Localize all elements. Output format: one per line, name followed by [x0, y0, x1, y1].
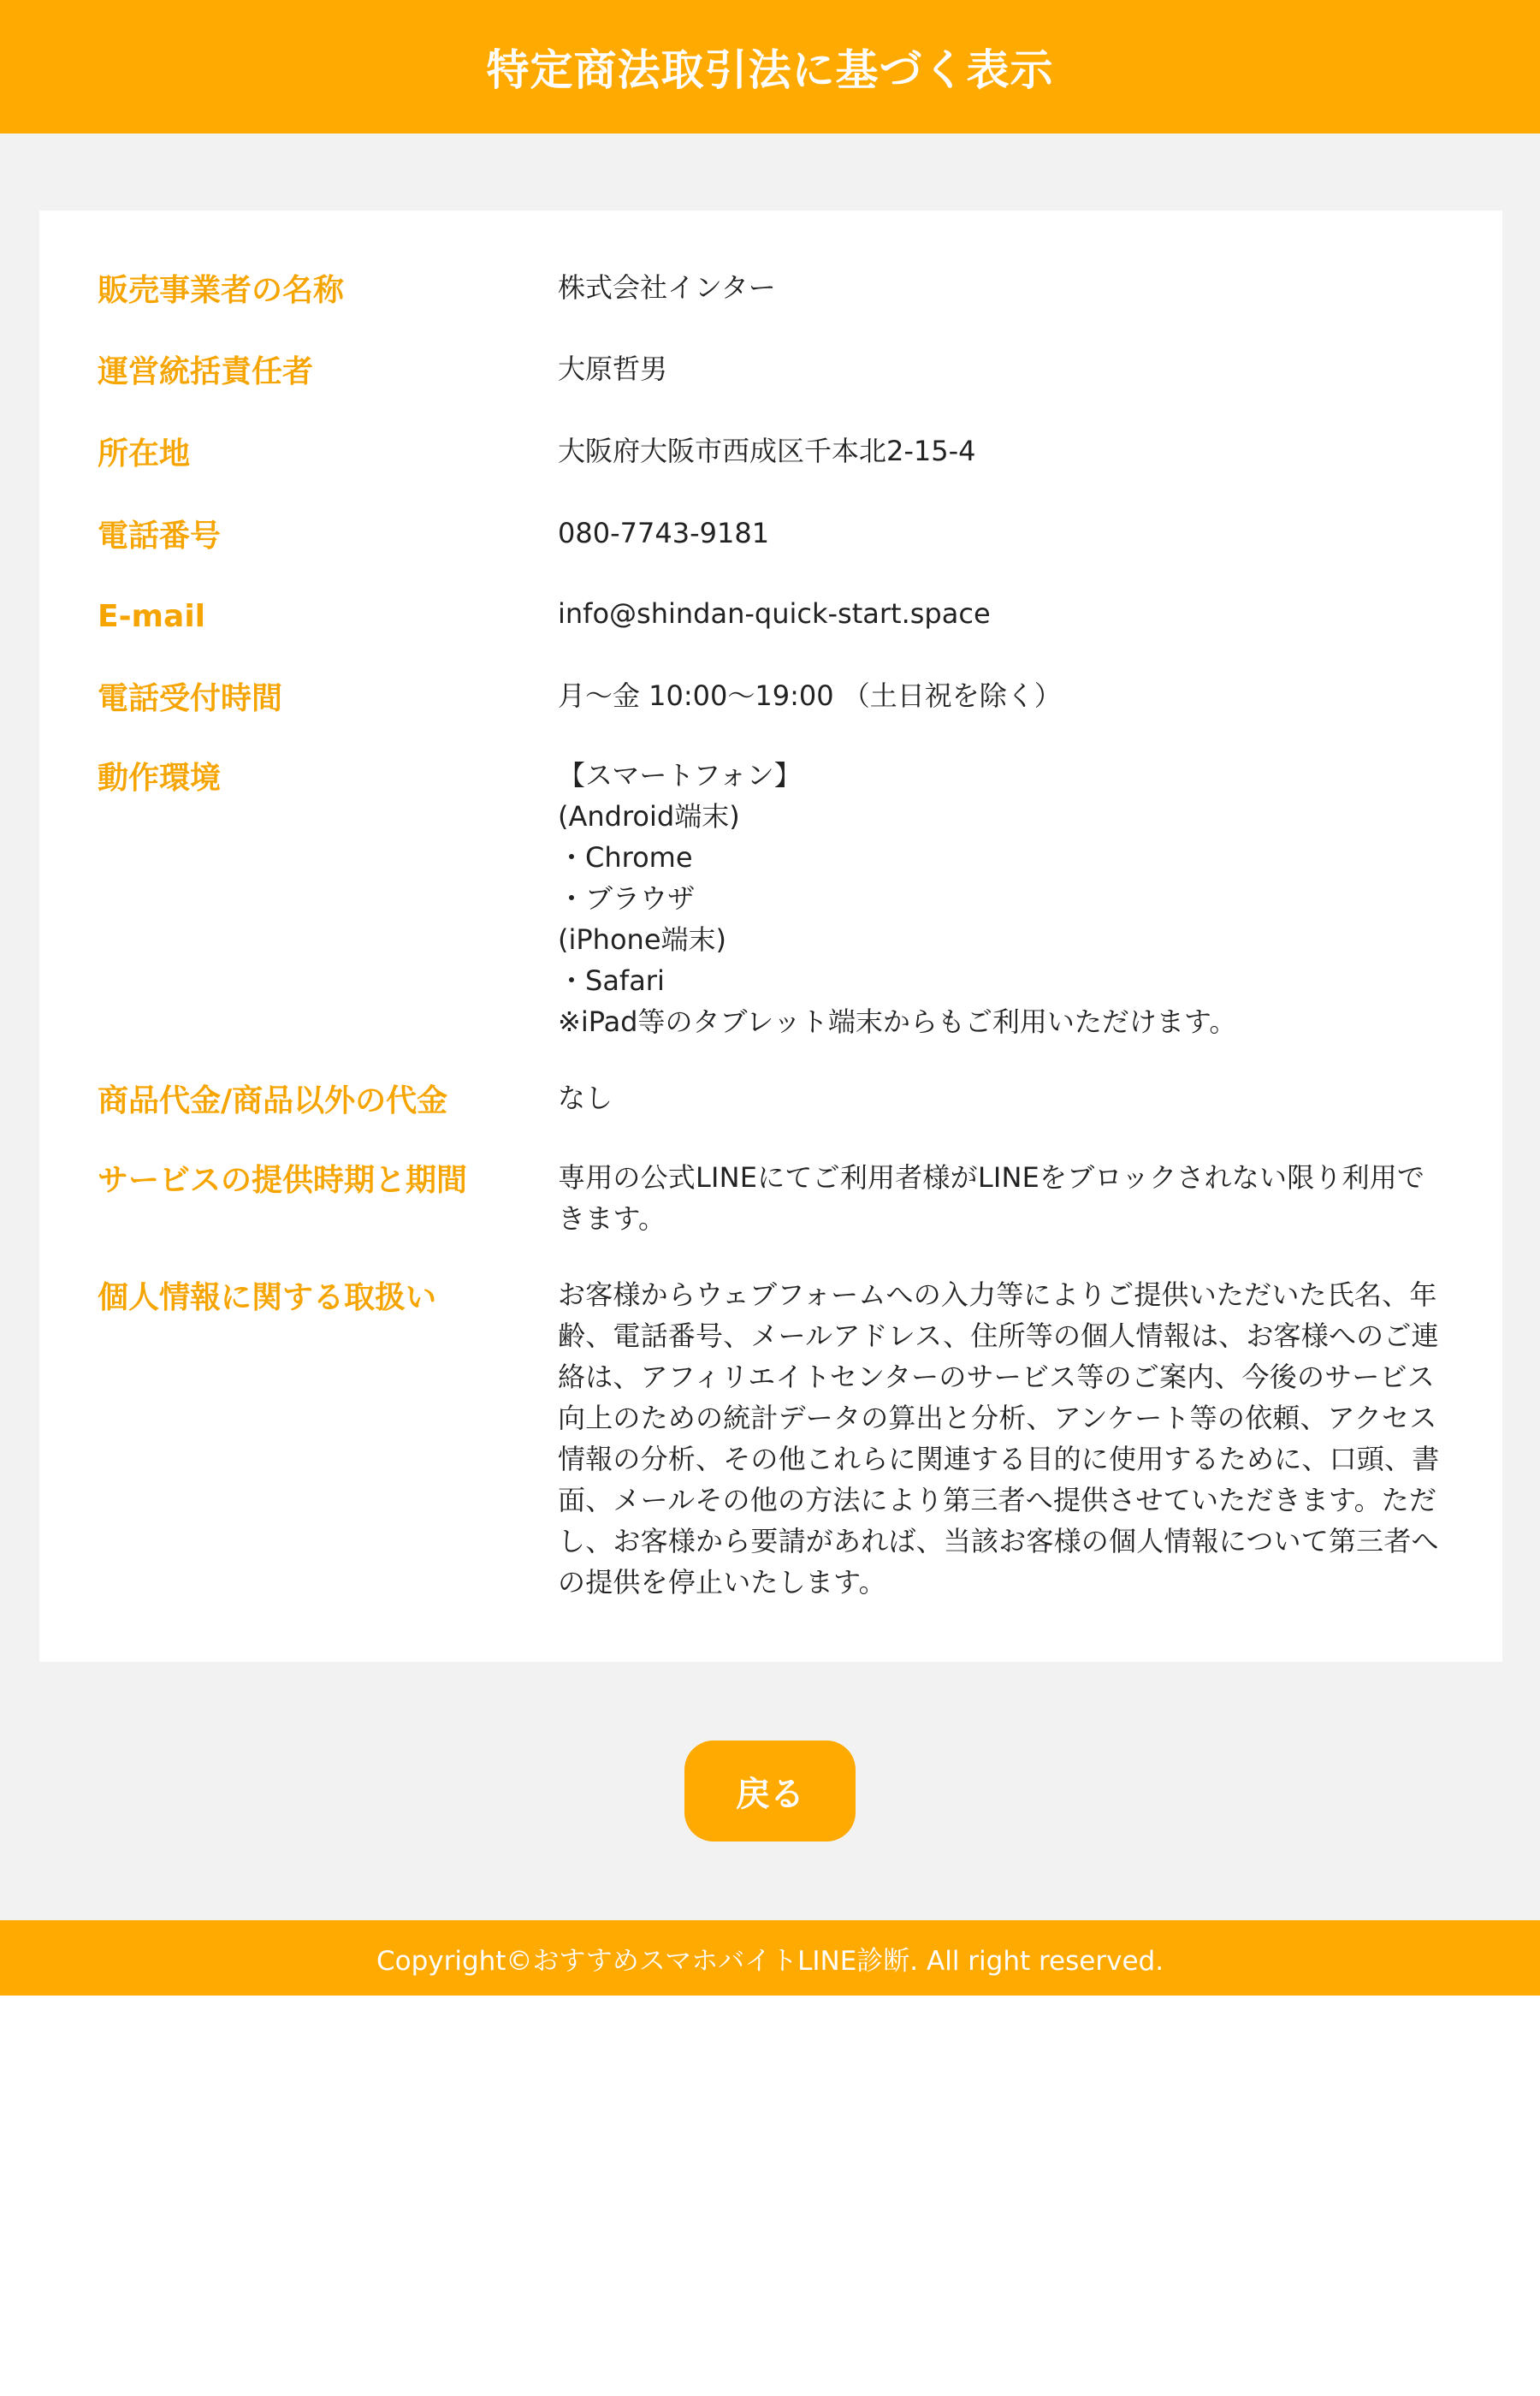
info-value: 大阪府大阪市西成区千本北2-15-4 [558, 435, 976, 467]
info-value: 専用の公式LINEにてご利用者様がLINEをブロックされない限り利用できます。 [558, 1161, 1425, 1235]
info-label: E-mail [98, 599, 206, 634]
info-table [39, 211, 1502, 1662]
info-row-manager [98, 348, 1444, 430]
page-header [0, 0, 1540, 133]
info-row-email [98, 593, 1444, 675]
info-row-price [98, 1077, 1444, 1157]
info-row-address [98, 430, 1444, 513]
info-label: 販売事業者の名称 [98, 273, 345, 308]
info-label: 電話番号 [98, 519, 222, 554]
back-button-container [0, 1741, 1540, 1841]
info-label: 電話受付時間 [98, 681, 283, 716]
info-label: サービスの提供時期と期間 [98, 1163, 468, 1198]
info-label: 個人情報に関する取扱い [98, 1280, 437, 1315]
info-row-phone [98, 513, 1444, 593]
info-value: 株式会社インター [558, 271, 776, 304]
info-value: 【スマートフォン】 (Android端末) ・Chrome ・ブラウザ (iPhone端末) ・Safari ※iPad等のタブレット端末からもご利用いただけます。 [558, 759, 1237, 1038]
back-button[interactable]: 戻る [684, 1741, 856, 1841]
info-row-service-period [98, 1157, 1444, 1274]
info-row-seller-name [98, 267, 1444, 348]
page-title: 特定商法取引法に基づく表示 [486, 45, 1054, 95]
info-label: 動作環境 [98, 761, 222, 796]
info-value: なし [558, 1082, 613, 1114]
copyright-text: Copyright©おすすめスマホバイトLINE診断. All right reserved. [376, 1945, 1164, 1977]
info-value: 月〜金 10:00〜19:00 （土日祝を除く） [558, 679, 1062, 712]
info-value: 大原哲男 [558, 353, 668, 385]
info-label: 所在地 [98, 436, 191, 471]
page-footer [0, 1920, 1540, 1996]
info-value: 080-7743-9181 [558, 517, 770, 549]
info-row-environment [98, 755, 1444, 1077]
info-row-phone-hours [98, 675, 1444, 755]
info-label: 商品代金/商品以外の代金 [98, 1083, 448, 1118]
email-link[interactable]: info@shindan-quick-start.space [558, 597, 991, 630]
info-row-privacy [98, 1274, 1444, 1616]
info-label: 運営統括責任者 [98, 354, 314, 389]
info-value: お客様からウェブフォームへの入力等によりご提供いただいた氏名、年齢、電話番号、メールアドレス、住所等の個人情報は、お客様へのご連絡は、アフィリエイトセンターのサービス等のご案内、今後のサービス向上のための統計データの算出と分析、アンケート等の依頼、アクセス情報の分析、その他これらに関連する目的に使用するために、口頭、書面、メールその他の方法により第三者へ提供させていただきます。ただし、お客様から要請があれば、当該お客様の個人情報について第三者への提供を停止いたします。 [558, 1278, 1440, 1598]
